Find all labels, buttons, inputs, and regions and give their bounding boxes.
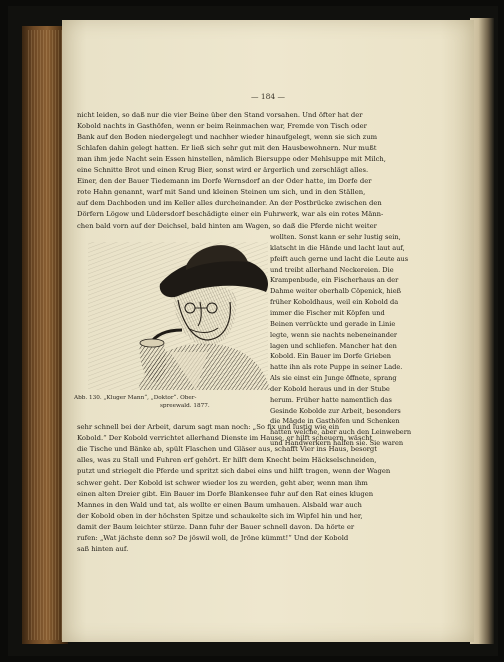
text-line: sehr schnell bei der Arbeit, darum sagt man noch: „So fix und lustig wie ein <box>77 423 340 431</box>
text-line: Gesinde Kobolde zur Arbeit, besonders <box>270 406 401 415</box>
text-line: Einer, den der Bauer Tiedemann im Dorfe Wernsdorf an der Oder hatte, im Dorfe der <box>77 177 372 186</box>
illustration-caption-continued: spreewald. 1877. <box>160 403 210 409</box>
text-line: Dahme weiter oberhalb Cöpenick, hieß <box>270 287 402 296</box>
text-line: Beinen verrückte und gerade in Linie <box>270 319 396 328</box>
text-line: und treibt allerhand Neckereien. Die <box>270 265 394 274</box>
text-line: eine Schnitte Brot und einen Krug Bier, sonst wird er ärgerlich und zerschlägt alles. <box>77 166 369 175</box>
text-line: Krampenbude, ein Fischerhaus an der <box>270 276 399 285</box>
text-line: rote Hahn genannt, warf mit Sand und kleinen Steinen um sich, und in den Ställen, <box>77 188 366 197</box>
text-line: schwer geht. Der Kobold ist schwer wieder los zu werden, geht aber, wenn man ihm <box>77 478 368 487</box>
text-line: legte, wenn sie nachts nebeneinander <box>270 330 398 339</box>
text-line: immer die Fischer mit Köpfen und <box>270 308 385 317</box>
text-line: klatscht in die Hände und lacht laut auf, <box>270 243 405 252</box>
text-line: Als sie einst ein Junge öffnete, sprang <box>270 374 397 383</box>
text-line: Mannes in den Wald und tat, als wollte er einen Baum umhauen. Alsbald war auch <box>77 500 362 509</box>
text-line: die Tische und Bänke ab, spült Flaschen und Gläser aus, schafft Vier ins Haus, besorgt <box>77 445 378 454</box>
illustration-kluger-mann <box>78 222 274 392</box>
text-line: lagen und schliefen. Mancher hat den <box>270 341 397 350</box>
text-line: nicht leiden, so daß nur die vier Beine über den Stand vorsahen. Und öfter hat der <box>77 111 363 119</box>
text-line: Schlafen dahin gelegt hatten. Er ließ sich sehr gut mit den Hausbewohnern. Nur mußt <box>77 144 377 153</box>
text-line: Kobold nachts in Gasthöfen, wenn er beim Reinmachen war, Fremde von Tisch oder <box>77 122 367 131</box>
text-line: früher Koboldhaus, weil ein Kobold da <box>270 298 399 307</box>
text-line: Kobold.“ Der Kobold verrichtet allerhand Dienste im Hause, er hilft scheuern, wäscht <box>77 434 373 443</box>
portrait-engraving-image <box>78 222 274 392</box>
text-line: einen alten Dreier gibt. Ein Bauer im Dorfe Blankensee fuhr auf den Rat eines klugen <box>77 489 374 498</box>
text-line: Kobold. Ein Bauer im Dorfe Grieben <box>270 352 391 361</box>
text-line: chen bald vorn auf der Deichsel, bald hinten am Wagen, so daß die Pferde nicht weiter <box>77 221 377 230</box>
text-line: Bank auf den Boden niedergelegt und nachher wieder hinaufgelegt, wenn sie sich zum <box>77 133 378 142</box>
text-line: hatte ihn als rote Puppe in seiner Lade. <box>270 363 403 372</box>
text-line: pfeift auch gerne und lacht die Leute aus <box>270 254 409 263</box>
text-line: Dörfern Lögow und Lüdersdorf beschädigte einer ein Fuhrwerk, war als ein rotes Männ- <box>77 210 384 219</box>
illustration-caption: Abb. 130. „Kluger Mann“, „Doktor“. Ober- <box>74 395 197 401</box>
text-line: wollten. Sonst kann er sehr lustig sein, <box>270 233 401 241</box>
text-line: man ihm jede Nacht sein Essen hinstellen, nämlich Biersuppe oder Mehlsuppe mit Milch, <box>77 155 386 164</box>
text-line: die Mägde in Gasthöfen und Schenken <box>270 417 400 426</box>
page-number: — 184 — <box>250 92 286 101</box>
text-line: herum. Früher hatte namentlich das <box>270 395 392 404</box>
text-line: der Kobold oben in der höchsten Spitze und schaukelte sich im Wipfel hin und her, <box>77 511 363 520</box>
page-stack-edge <box>28 30 64 640</box>
text-line: saß hinten auf. <box>77 545 129 554</box>
text-line: auf dem Dachboden und im Keller alles durcheinander. An der Postbrücke zwischen den <box>77 199 382 208</box>
text-line: rufen: „Wat jächste denn so? De jöswil woll, de Jröne kümmt!“ Und der Kobold <box>77 534 349 542</box>
text-line: putzt und striegelt die Pferde und spritzt sich dabei eins und hilft tragen, wenn der Wagen <box>77 467 391 476</box>
text-line: der Kobold heraus und in der Stube <box>270 384 390 393</box>
text-line: alles, was zu Stall und Fuhren erf gehört. Er hilft dem Knecht beim Häckselschneiden, <box>77 456 377 465</box>
text-line: hatten welche, aber auch den Leinwebern <box>270 428 412 437</box>
text-line: und Handwerkern halfen sie. Sie waren <box>270 439 404 448</box>
text-line: damit der Baum leichter stürze. Dann fuhr der Bauer schnell davon. Da hörte er <box>77 522 355 531</box>
